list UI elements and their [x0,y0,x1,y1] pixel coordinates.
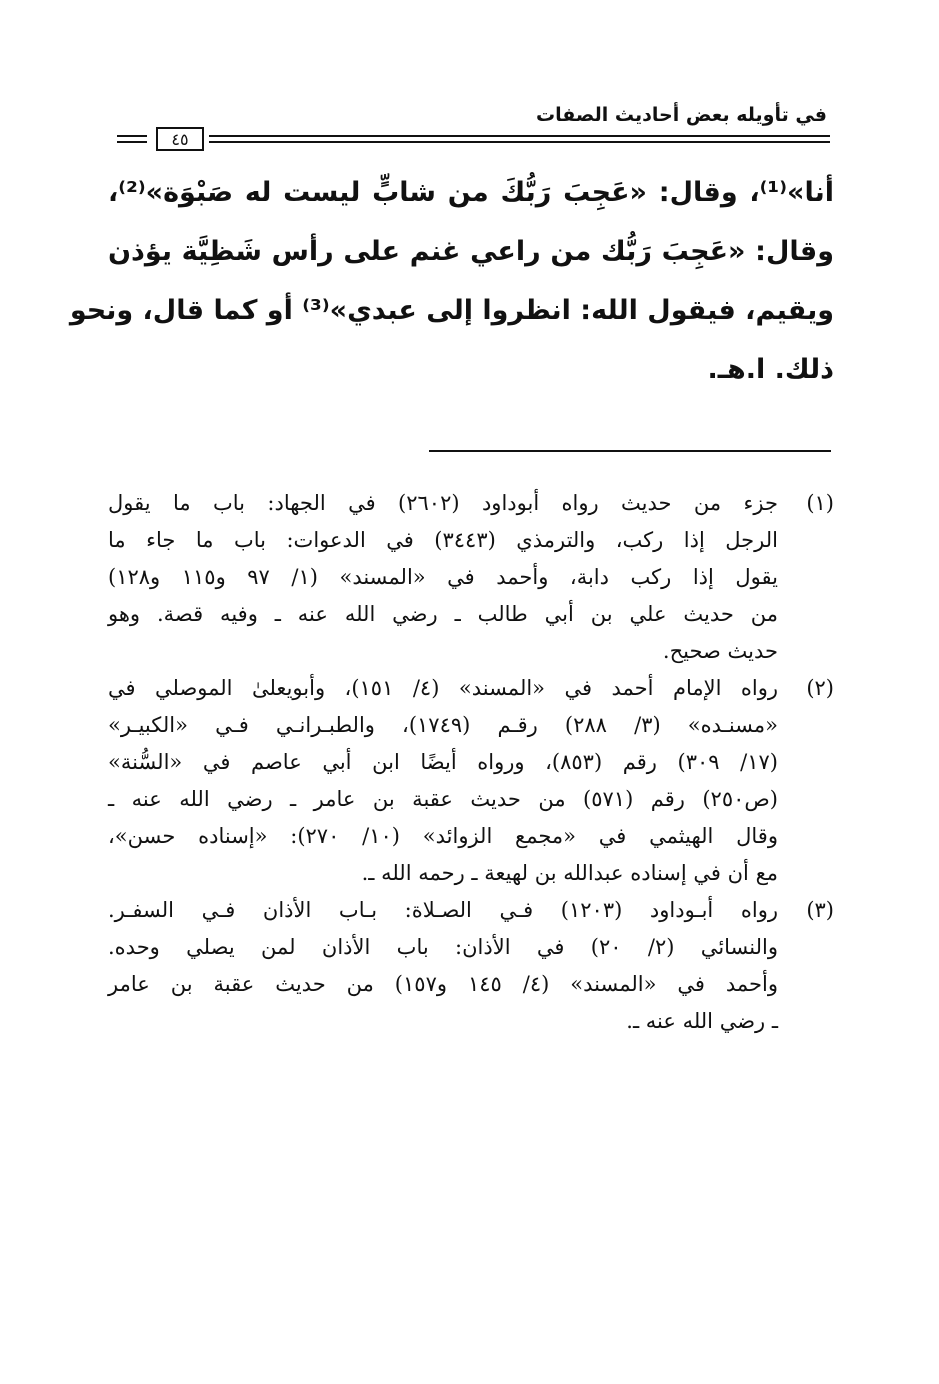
header-rule-right [209,135,830,143]
footnote-line: جزء من حديث رواه أبوداود (٢٦٠٢) في الجهاد: باب ما يقول [108,491,778,515]
page-number: ٤٥ [156,127,204,151]
footnote-number: (٢) [806,676,834,700]
main-text-line: ويقيم، فيقول الله: انظروا إلى عبدي»⁽³⁾ أو كما قال، ونحو [69,295,834,326]
footnote-line: يقول إذا ركب دابة، وأحمد في «المسند» (١/ ٩٧ و١١٥ و١٢٨) [108,565,778,589]
footnote-line: رواه الإمام أحمد في «المسند» (٤/ ١٥١)، وأبويعلىٰ الموصلي في [108,676,778,700]
footnote-2 [108,670,834,892]
footnote-number: (٣) [806,898,834,922]
footnote-line: الرجل إذا ركب، والترمذي (٣٤٤٣) في الدعوات: باب ما جاء ما [108,528,778,552]
main-text [69,163,834,399]
main-text-line: وقال: «عَجِبَ رَبُّك من راعي غنم على رأس شَظِيَّة يؤذن [108,236,834,267]
footnote-line: ـ رضي الله عنه ـ. [626,1009,778,1033]
footnote-line: حديث صحيح. [662,639,778,663]
footnote-line: وقال الهيثمي في «مجمع الزوائد» (١٠/ ٢٧٠): «إسناده حسن»، [108,824,778,848]
footnote-line: من حديث علي بن أبي طالب ـ رضي الله عنه ـ وفيه قصة. وهو [108,602,778,626]
main-text-line: ذلك. ا.هـ. [707,354,834,385]
header-rule [117,127,830,151]
footnote-line: وأحمد في «المسند» (٤/ ١٤٥ و١٥٧) من حديث عقبة بن عامر [108,972,778,996]
footnote-number: (١) [806,491,834,515]
footnote-line: «مسنـده» (٣/ ٢٨٨) رقـم (١٧٤٩)، والطبـرانـي فـي «الكبيـر» [108,713,778,737]
main-text-line: أنا»⁽¹⁾، وقال: «عَجِبَ رَبُّكَ من شابٍّ ليست له صَبْوَة»⁽²⁾، [108,177,834,208]
running-header-title: في تأويله بعض أحاديث الصفات [535,104,827,126]
footnote-line: رواه أبـوداود (١٢٠٣) فـي الصـلاة: بـاب الأذان فـي السفـر. [108,898,778,922]
footnote-line: (١٧/ ٣٠٩) رقم (٨٥٣)، ورواه أيضًا ابن أبي عاصم في «السُّنة» [108,750,778,774]
footnote-1 [108,485,834,670]
footnote-line: (ص٢٥٠) رقم (٥٧١) من حديث عقبة بن عامر ـ رضي الله عنه ـ [108,787,778,811]
footnote-3 [108,892,834,1040]
header-rule-left [117,135,147,143]
footnote-divider [429,450,831,452]
footnote-line: والنسائي (٢/ ٢٠) في الأذان: باب الأذان لمن يصلي وحده. [108,935,779,959]
footnote-line: مع أن في إسناده عبدالله بن لهيعة ـ رحمه الله ـ. [361,861,778,885]
footnotes [108,485,834,1040]
